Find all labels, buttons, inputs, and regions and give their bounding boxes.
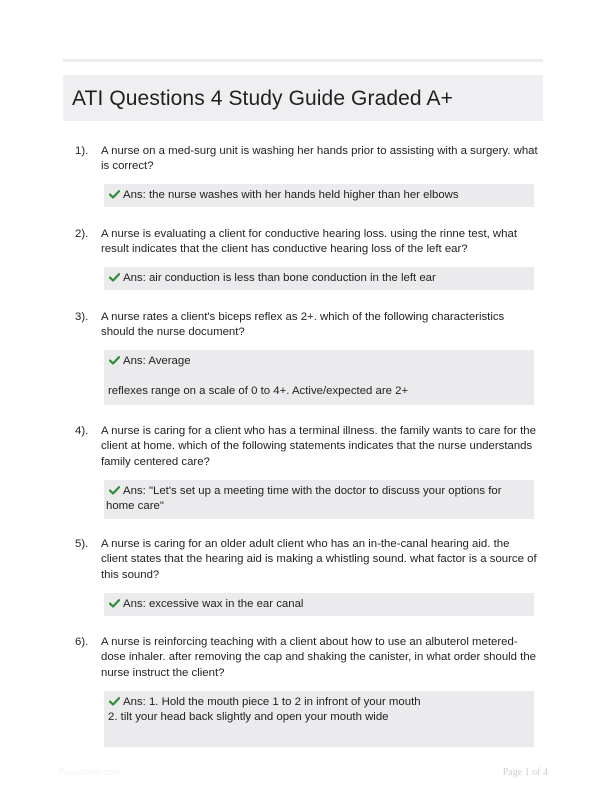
page-title: ATI Questions 4 Study Guide Graded A+ [72, 87, 453, 110]
question-number: 4). [75, 425, 89, 437]
question-text: A nurse is evaluating a client for conductive hearing loss. using the rinne test, what result indicates that the client has conductive hearing loss of the left ear? [101, 228, 517, 256]
question-text: A nurse rates a client's biceps reflex as 2+. which of the following characteristics should the nurse document? [101, 311, 505, 339]
question-number: 5). [75, 538, 89, 550]
check-icon [109, 697, 120, 706]
answer-text: Ans: excessive wax in the ear canal [123, 598, 304, 610]
check-icon [109, 356, 120, 365]
answer-text: Ans: Average [123, 355, 191, 367]
answer-box [104, 267, 534, 290]
check-icon [109, 486, 120, 495]
answer-text: Ans: air conduction is less than bone conduction in the left ear [123, 272, 436, 284]
title-banner [63, 75, 543, 121]
top-divider [63, 59, 543, 62]
page-number: Page 1 of 4 [502, 767, 548, 778]
question-number: 2). [75, 228, 89, 240]
question-number: 6). [75, 636, 89, 648]
question-number: 1). [75, 145, 89, 157]
question-text: A nurse is caring for a client who has a terminal illness. the family wants to care for the client at home. which of the following statements indicates that the nurse understands family centered care? [101, 425, 536, 468]
answer-box [104, 593, 534, 616]
answer-text-line-2: 2. tilt your head back slightly and open your mouth wide [108, 711, 389, 724]
question-number: 3). [75, 311, 89, 323]
answer-text: Ans: "Let's set up a meeting time with the doctor to discuss your options for home care" [106, 485, 502, 513]
check-icon [109, 599, 120, 608]
answer-box [104, 480, 534, 519]
question-text: A nurse is reinforcing teaching with a client about how to use an albuterol metered-dose inhaler. after removing the cap and shaking the canister, in what order should the nurse instruct the client? [101, 636, 537, 679]
check-icon [109, 273, 120, 282]
answer-box [104, 350, 534, 405]
question-text: A nurse on a med-surg unit is washing her hands prior to assisting with a surgery. what is correct? [101, 145, 538, 173]
question-text: A nurse is caring for an older adult client who has an in-the-canal hearing aid. the client states that the hearing aid is making a whistling sound. what factor is a source of this sound? [101, 538, 537, 581]
answer-explanation: reflexes range on a scale of 0 to 4+. Active/expected are 2+ [108, 385, 409, 398]
answer-box [104, 691, 534, 747]
answer-text: Ans: the nurse washes with her hands held higher than her elbows [123, 189, 459, 201]
answer-text: Ans: 1. Hold the mouth piece 1 to 2 in infront of your mouth [123, 696, 421, 708]
check-icon [109, 190, 120, 199]
answer-box [104, 184, 534, 207]
footer-watermark: Paperlobic.com [58, 767, 121, 777]
